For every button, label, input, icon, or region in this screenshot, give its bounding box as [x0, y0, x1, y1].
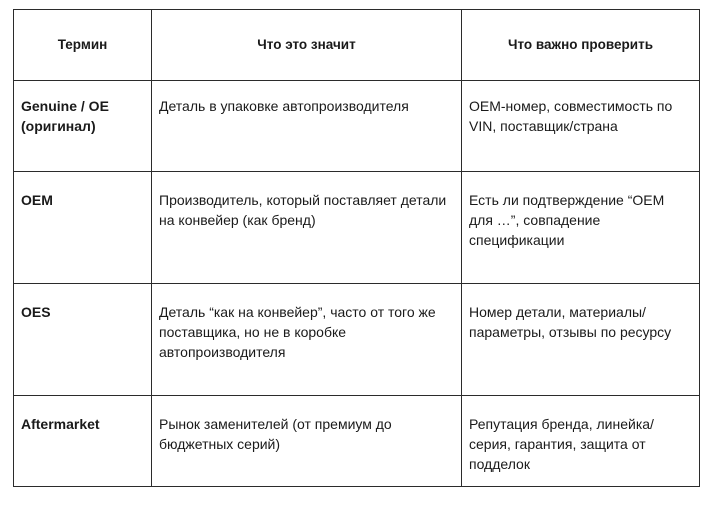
term-cell: Aftermarket: [14, 396, 152, 487]
check-cell: OEM-номер, совместимость по VIN, поставщик/страна: [462, 81, 700, 172]
meaning-cell: Деталь в упаковке автопроизводителя: [152, 81, 462, 172]
table-header-row: [14, 10, 700, 81]
term-cell: OES: [14, 284, 152, 396]
meaning-cell: Рынок заменителей (от премиум до бюджетных серий): [152, 396, 462, 487]
header-term: Термин: [14, 10, 152, 81]
check-cell: Номер детали, материалы/параметры, отзывы по ресурсу: [462, 284, 700, 396]
check-cell: Есть ли подтверждение “OEM для …”, совпадение спецификации: [462, 172, 700, 284]
header-meaning: Что это значит: [152, 10, 462, 81]
term-cell: OEM: [14, 172, 152, 284]
table-row: [14, 81, 700, 172]
table-row: [14, 396, 700, 487]
meaning-cell: Производитель, который поставляет детали на конвейер (как бренд): [152, 172, 462, 284]
meaning-cell: Деталь “как на конвейер”, часто от того же поставщика, но не в коробке автопроизводителя: [152, 284, 462, 396]
header-check: Что важно проверить: [462, 10, 700, 81]
term-cell: Genuine / OE (оригинал): [14, 81, 152, 172]
terms-table: [13, 9, 700, 487]
check-cell: Репутация бренда, линейка/серия, гарантия, защита от подделок: [462, 396, 700, 487]
table-row: [14, 172, 700, 284]
table-row: [14, 284, 700, 396]
